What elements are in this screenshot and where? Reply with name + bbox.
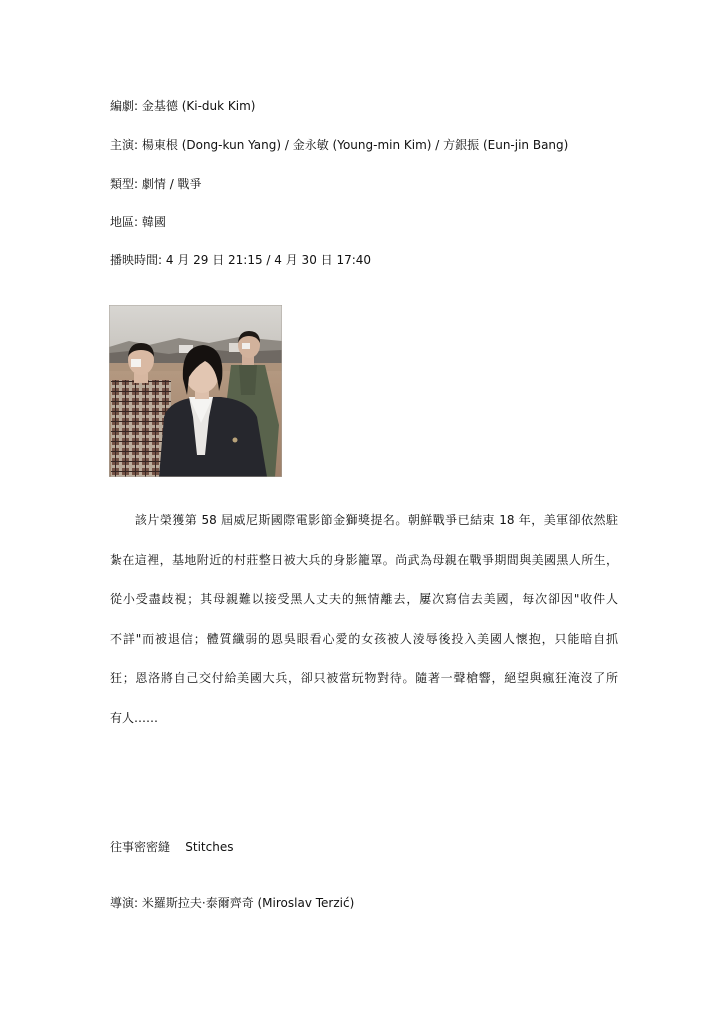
- film-still-image: [109, 305, 282, 477]
- region-line: [110, 214, 166, 230]
- synopsis-line: 不詳"而被退信；體質纖弱的恩吳眼看心愛的女孩被人淩辱後投入美國人懷抱，只能暗自抓: [110, 631, 618, 646]
- director-label: 導演:: [110, 896, 139, 910]
- synopsis-line: 有人……: [110, 710, 159, 725]
- showtimes-value: 4 月 29 日 21:15 / 4 月 30 日 17:40: [165, 253, 372, 267]
- synopsis-line: 從小受盡歧視；其母親難以接受黑人丈夫的無情離去，屢次寫信去美國，每次卻因"收件人: [110, 592, 618, 606]
- film-title: 往事密密縫 Stitches: [110, 840, 234, 854]
- showtimes-label: 播映時間:: [110, 253, 163, 267]
- synopsis-line: 該片榮獲第 58 屆威尼斯國際電影節金獅獎提名。朝鮮戰爭已結束 18 年，美軍卻依然駐: [110, 513, 618, 527]
- writer-label: 編劇:: [110, 99, 139, 113]
- showtimes-line: [110, 252, 371, 268]
- synopsis-paragraph: [110, 512, 618, 749]
- genre-line: [110, 176, 202, 192]
- cast-line: [110, 137, 568, 153]
- synopsis-line: 紮在這裡，基地附近的村莊整日被大兵的身影籠罩。尚武為母親在戰爭期間與美國黑人所生，: [110, 552, 618, 567]
- region-label: 地區:: [110, 215, 139, 229]
- director-line: [110, 895, 354, 911]
- cast-label: 主演:: [110, 138, 139, 152]
- director-value: 米羅斯拉夫·泰爾齊奇 (Miroslav Terzić): [141, 896, 355, 910]
- genre-label: 類型:: [110, 177, 139, 191]
- cast-value: 楊東根 (Dong-kun Yang) / 金永敏 (Young-min Kim) / 方銀振 (Eun-jin Bang): [141, 138, 569, 152]
- region-value: 韓國: [141, 215, 166, 229]
- writer-value: 金基德 (Ki-duk Kim): [141, 99, 256, 113]
- writer-line: [110, 98, 255, 114]
- genre-value: 劇情 / 戰爭: [141, 177, 202, 191]
- synopsis-line: 狂；恩洛將自己交付給美國大兵，卻只被當玩物對待。隨著一聲槍響，絕望與瘋狂淹沒了所: [110, 671, 618, 685]
